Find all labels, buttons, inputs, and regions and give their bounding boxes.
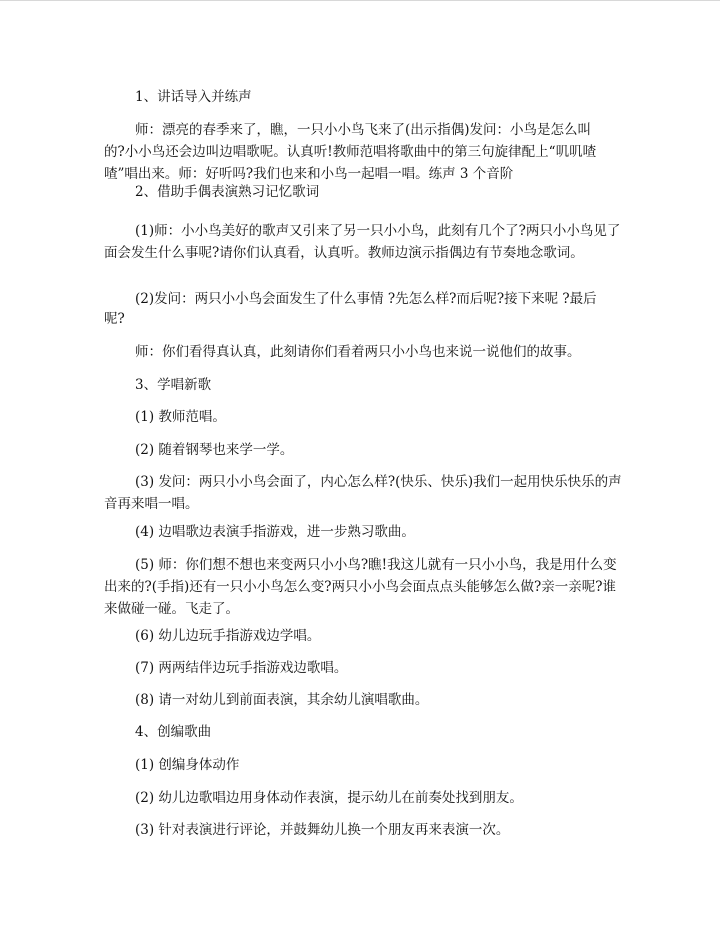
text-line: (2) 随着钢琴也来学一学。 <box>135 442 294 458</box>
text-line: 来做碰一碰。飞走了。 <box>104 601 239 617</box>
text-line: 出来的?(手指)还有一只小小鸟怎么变?两只小小鸟会面点点头能够怎么做?亲一亲呢?谁 <box>104 579 616 595</box>
text-line: 呢? <box>104 311 125 327</box>
text-line: (1)师：小小鸟美好的歌声又引来了另一只小小鸟，此刻有几个了?两只小小鸟见了 <box>135 223 621 239</box>
text-line: 的?小小鸟还会边叫边唱歌呢。认真听!教师范唱将歌曲中的第三句旋律配上“叽叽喳 <box>104 144 597 160</box>
text-line: 师：漂亮的春季来了，瞧，一只小小鸟飞来了(出示指偶)发问：小鸟是怎么叫 <box>135 122 592 138</box>
text-line: 4、创编歌曲 <box>135 724 212 740</box>
text-line: 1、讲话导入并练声 <box>135 89 252 105</box>
text-line: (8) 请一对幼儿到前面表演，其余幼儿演唱歌曲。 <box>135 692 429 708</box>
text-line: (7) 两两结伴边玩手指游戏边歌唱。 <box>135 660 348 676</box>
text-line: (1) 教师范唱。 <box>135 409 226 425</box>
text-line: 音再来唱一唱。 <box>104 496 199 512</box>
text-line: 喳”唱出来。师：好听吗?我们也来和小鸟一起唱一唱。练声 3 个音阶 <box>104 166 514 182</box>
text-line: 3、学唱新歌 <box>135 377 212 393</box>
text-line: (4) 边唱歌边表演手指游戏，进一步熟习歌曲。 <box>135 524 415 540</box>
text-line: (2) 幼儿边歌唱边用身体动作表演，提示幼儿在前奏处找到朋友。 <box>135 790 523 806</box>
text-line: (3) 发问：两只小小鸟会面了，内心怎么样?(快乐、快乐)我们一起用快乐快乐的声 <box>135 474 622 490</box>
text-line: (6) 幼儿边玩手指游戏边学唱。 <box>135 628 321 644</box>
text-line: (1) 创编身体动作 <box>135 757 240 773</box>
text-line: 面会发生什么事呢?请你们认真看，认真听。教师边演示指偶边有节奏地念歌词。 <box>104 245 584 261</box>
text-line: 2、借助手偶表演熟习记忆歌词 <box>135 184 320 200</box>
text-line: (2)发问：两只小小鸟会面发生了什么事情 ?先怎么样?而后呢?接下来呢 ?最后 <box>135 291 597 307</box>
text-line: 师：你们看得真认真，此刻请你们看着两只小小鸟也来说一说他们的故事。 <box>135 344 581 360</box>
text-line: (3) 针对表演进行评论，并鼓舞幼儿换一个朋友再来表演一次。 <box>135 822 510 838</box>
text-line: (5) 师：你们想不想也来变两只小小鸟?瞧!我这儿就有一只小小鸟，我是用什么变 <box>135 557 617 573</box>
